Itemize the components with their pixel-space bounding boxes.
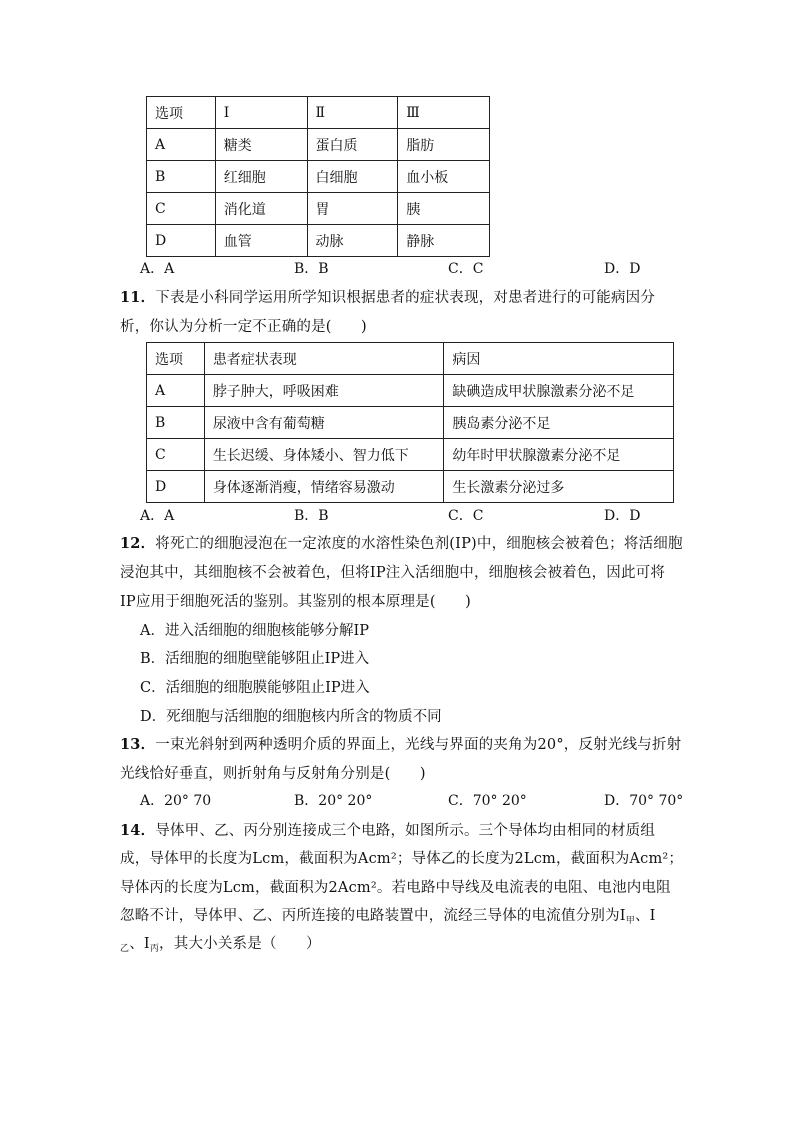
table-cell: 消化道 bbox=[215, 193, 307, 225]
question-14-line-2: 成，导体甲的长度为Lcm，截面积为Acm²；导体乙的长度为2Lcm，截面积为Acm²； bbox=[120, 851, 684, 867]
question-14-line-5 bbox=[120, 932, 321, 954]
table-cell: 白细胞 bbox=[307, 161, 398, 193]
table-cell: 生长迟缓、身体矮小、智力低下 bbox=[204, 439, 444, 471]
question-number: 13． bbox=[120, 736, 156, 753]
answer-option-a[interactable]: A．A bbox=[140, 508, 175, 524]
table-cell: 蛋白质 bbox=[307, 129, 398, 161]
table-cell: B bbox=[147, 407, 205, 439]
answer-option-d[interactable]: D．死细胞与活细胞的细胞核内所含的物质不同 bbox=[140, 709, 442, 725]
table-cell: 胰 bbox=[398, 193, 490, 225]
answer-option-c[interactable]: C．70° 20° bbox=[448, 793, 527, 809]
answer-option-c[interactable]: C．C bbox=[448, 508, 484, 524]
answer-options-q13 bbox=[140, 790, 684, 810]
question-12-line-3: IP应用于细胞死活的鉴别。其鉴别的根本原理是( ) bbox=[120, 594, 471, 610]
answer-option-b[interactable]: B．活细胞的细胞壁能够阻止IP进入 bbox=[140, 651, 370, 667]
answer-options-q10 bbox=[140, 258, 680, 278]
answer-option-d[interactable]: D．70° 70° bbox=[604, 793, 684, 809]
table-cell: 脖子肿大，呼吸困难 bbox=[204, 375, 444, 407]
table-cell: 胃 bbox=[307, 193, 398, 225]
table-header-cell: Ⅲ bbox=[398, 97, 490, 129]
question-12-line-2: 浸泡其中，其细胞核不会被着色，但将IP注入活细胞中，细胞核会被着色，因此可将 bbox=[120, 565, 666, 581]
answer-option-a[interactable]: A．20° 70 bbox=[140, 793, 212, 809]
table-cell: C bbox=[147, 193, 216, 225]
table-header-row bbox=[147, 343, 674, 375]
answer-option-b[interactable]: B．B bbox=[294, 261, 329, 277]
table-row bbox=[147, 225, 490, 257]
table-cell: D bbox=[147, 225, 216, 257]
question-text: 忽略不计，导体甲、乙、丙所连接的电路装置中，流经三导体的电流值分别为I bbox=[120, 908, 626, 924]
table-cell: 生长激素分泌过多 bbox=[444, 471, 674, 503]
table-row bbox=[147, 407, 674, 439]
question-11-line-1 bbox=[120, 286, 655, 307]
table-cell: 胰岛素分泌不足 bbox=[444, 407, 674, 439]
table-cell: 动脉 bbox=[307, 225, 398, 257]
table-header-row bbox=[147, 97, 490, 129]
question-text: 下表是小科同学运用所学知识根据患者的症状表现，对患者进行的可能病因分 bbox=[155, 290, 656, 306]
table-cell: A bbox=[147, 375, 205, 407]
table-cell: 静脉 bbox=[398, 225, 490, 257]
table-header-cell: Ⅱ bbox=[307, 97, 398, 129]
question-text: 导体甲、乙、丙分别连接成三个电路，如图所示。三个导体均由相同的材质组 bbox=[155, 823, 656, 839]
table-cell: B bbox=[147, 161, 216, 193]
table-cell: D bbox=[147, 471, 205, 503]
question-text: ，其大小关系是（ ） bbox=[159, 936, 321, 952]
table-cell: A bbox=[147, 129, 216, 161]
table-cell: 缺碘造成甲状腺激素分泌不足 bbox=[444, 375, 674, 407]
answer-option-a[interactable]: A．进入活细胞的细胞核能够分解IP bbox=[140, 623, 369, 639]
table-cell: 糖类 bbox=[215, 129, 307, 161]
table-cell: 血管 bbox=[215, 225, 307, 257]
table-row bbox=[147, 129, 490, 161]
table-header-cell: 选项 bbox=[147, 97, 216, 129]
table-cell: 尿液中含有葡萄糖 bbox=[204, 407, 444, 439]
subscript: 丙 bbox=[149, 944, 160, 954]
question-number: 14． bbox=[120, 822, 156, 839]
answer-option-b[interactable]: B．20° 20° bbox=[294, 793, 373, 809]
question-text: 将死亡的细胞浸泡在一定浓度的水溶性染色剂(IP)中，细胞核会被着色；将活细胞 bbox=[155, 536, 683, 552]
table-header-cell: 选项 bbox=[147, 343, 205, 375]
question-14-line-1 bbox=[120, 819, 655, 840]
question-13-line-2: 光线恰好垂直，则折射角与反射角分别是( ) bbox=[120, 766, 426, 782]
answer-options-q11 bbox=[140, 505, 680, 525]
table-row bbox=[147, 439, 674, 471]
question-number: 12． bbox=[120, 535, 156, 552]
question-11-line-2: 析，你认为分析一定不正确的是( ) bbox=[120, 319, 367, 335]
table-cell: 血小板 bbox=[398, 161, 490, 193]
answer-option-c[interactable]: C．C bbox=[448, 261, 484, 277]
answer-option-d[interactable]: D．D bbox=[604, 508, 641, 524]
table-cell: 幼年时甲状腺激素分泌不足 bbox=[444, 439, 674, 471]
question-13-line-1 bbox=[120, 733, 681, 754]
table-header-cell: Ⅰ bbox=[215, 97, 307, 129]
table-cell: C bbox=[147, 439, 205, 471]
table-header-cell: 患者症状表现 bbox=[204, 343, 444, 375]
table-cell: 身体逐渐消瘦，情绪容易激动 bbox=[204, 471, 444, 503]
table-symptoms bbox=[146, 342, 674, 503]
question-text: 、I bbox=[634, 908, 656, 924]
answer-option-d[interactable]: D．D bbox=[604, 261, 641, 277]
answer-option-a[interactable]: A．A bbox=[140, 261, 175, 277]
question-12-line-1 bbox=[120, 532, 683, 553]
question-text: 一束光斜射到两种透明介质的界面上，光线与界面的夹角为20°，反射光线与折射 bbox=[155, 737, 682, 753]
question-14-line-3: 导体丙的长度为Lcm，截面积为2Acm²。若电路中导线及电流表的电阻、电池内电阻 bbox=[120, 880, 671, 896]
subscript: 甲 bbox=[625, 916, 635, 926]
table-row bbox=[147, 375, 674, 407]
table-row bbox=[147, 161, 490, 193]
question-number: 11． bbox=[120, 289, 156, 306]
question-14-line-4 bbox=[120, 904, 656, 926]
table-cell: 脂肪 bbox=[398, 129, 490, 161]
table-header-cell: 病因 bbox=[444, 343, 674, 375]
answer-option-b[interactable]: B．B bbox=[294, 508, 329, 524]
answer-option-c[interactable]: C．活细胞的细胞膜能够阻止IP进入 bbox=[140, 680, 370, 696]
table-row bbox=[147, 193, 490, 225]
subscript: 乙 bbox=[120, 944, 130, 954]
question-text: 、I bbox=[129, 936, 150, 952]
table-row bbox=[147, 471, 674, 503]
table-blood-classification bbox=[146, 96, 490, 257]
table-cell: 红细胞 bbox=[215, 161, 307, 193]
